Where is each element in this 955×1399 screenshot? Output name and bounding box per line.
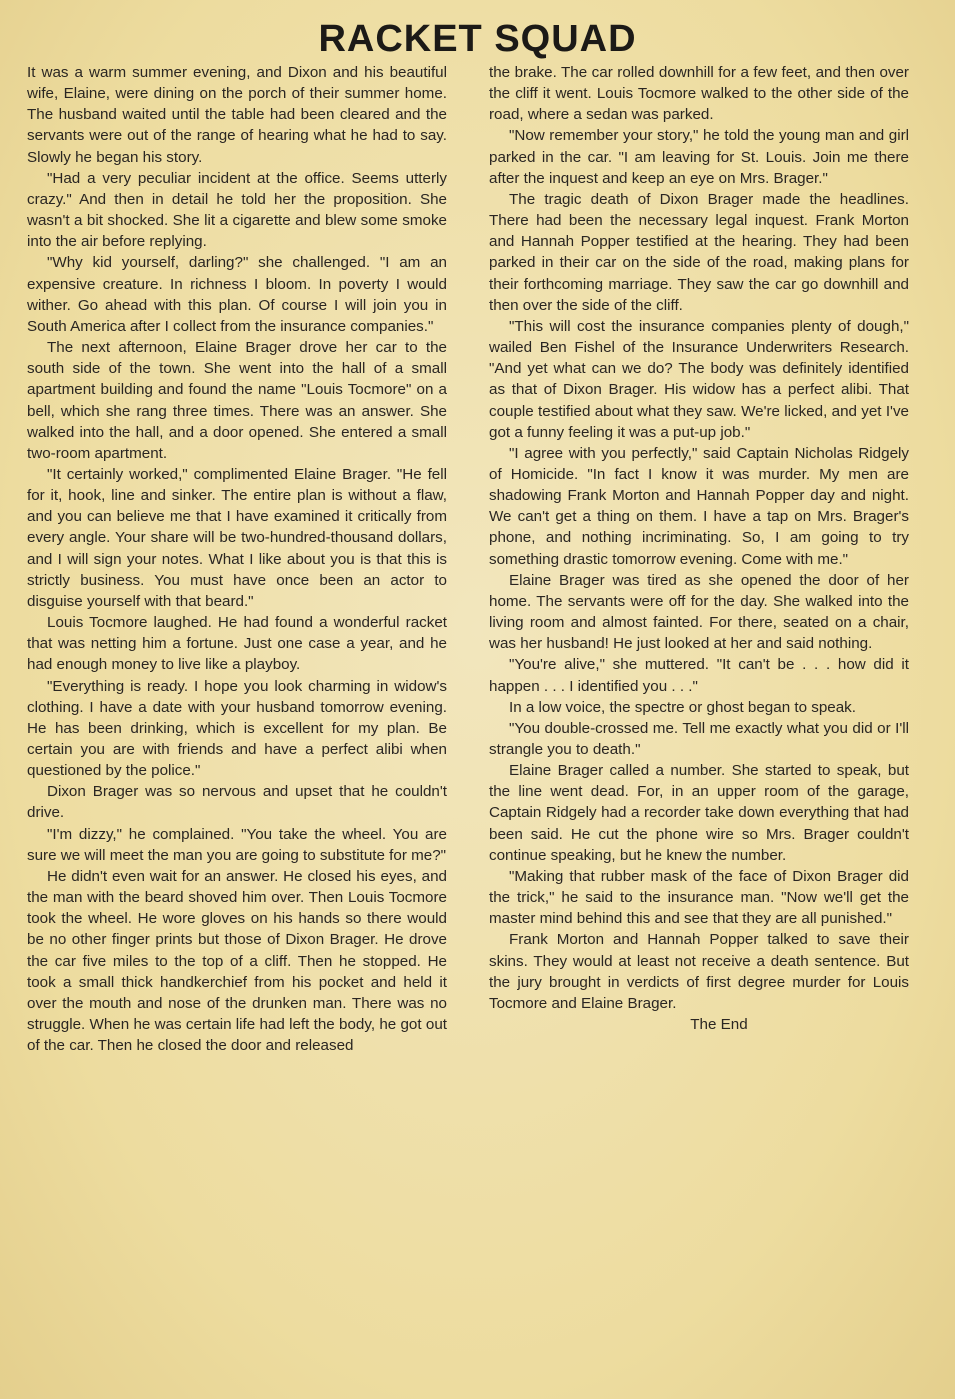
paragraph: "It certainly worked," complimented Elaine Brager. "He fell for it, hook, line and sinker. The entire plan is without a flaw, and you can believe me that I have examined it critically from every angle. Your share will be two-hundred-thousand dollars, and I will sign your notes. What I like about you is that this is strictly business. You must have once been an actor to disguise yourself with that beard." [27,465,447,610]
paragraph: It was a warm summer evening, and Dixon and his beautiful wife, Elaine, were dining on the porch of their summer home. The husband waited until the table had been cleared and the servants were out of the range of hearing what he had to say. Slowly he began his story. [27,64,447,166]
paragraph: He didn't even wait for an answer. He closed his eyes, and the man with the beard shoved him over. Then Louis Tocmore took the wheel. He wore gloves on his hands so there would be no other finger prints but those of Dixon Brager. He drove the car five miles to the top of a cliff. Then he stopped. He took a small thick handkerchief from his pocket and held it over the mouth and nose of the drunken man. There was no struggle. When he was certain life had left the body, he got out of the car. Then he closed the door and released [27,867,447,1055]
paragraph: "Why kid yourself, darling?" she challenged. "I am an expensive creature. In richness I bloom. In poverty I would wither. Go ahead with this plan. Of course I will join you in South America after I collect from the insurance companies." [27,254,447,335]
paragraph: "You double-crossed me. Tell me exactly what you did or I'll strangle you to death." [489,719,909,758]
paragraph: Louis Tocmore laughed. He had found a wonderful racket that was netting him a fortune. Just one case a year, and he had enough money to live like a playboy. [27,614,447,674]
paragraph: "Making that rubber mask of the face of Dixon Brager did the trick," he said to the insurance man. "Now we'll get the master mind behind this and see that they are all punished." [489,867,909,928]
paragraph: "Had a very peculiar incident at the office. Seems utterly crazy." And then in detail he told her the proposition. She wasn't a bit shocked. She lit a cigarette and blew some smoke into the air before replying. [27,169,447,251]
the-end: The End [690,1016,748,1034]
paragraph: Frank Morton and Hannah Popper talked to save their skins. They would at least not receive a death sentence. But the jury brought in verdicts of first degree murder for Louis Tocmore and Elaine Brager. [489,931,909,1012]
left-column [27,62,447,1056]
paragraph: Elaine Brager was tired as she opened the door of her home. The servants were off for the day. She walked into the living room and almost fainted. For there, seated on a chair, was her husband! He just looked at her and said nothing. [489,571,909,653]
paragraph: "I'm dizzy," he complained. "You take the wheel. You are sure we will meet the man you are going to substitute for me?" [27,825,447,864]
paragraph: In a low voice, the spectre or ghost began to speak. [509,698,856,716]
page-title: RACKET SQUAD [318,18,637,60]
paragraph: "Now remember your story," he told the young man and girl parked in the car. "I am leaving for St. Louis. Join me there after the inquest and keep an eye on Mrs. Brager." [489,127,909,187]
paragraph: Dixon Brager was so nervous and upset that he couldn't drive. [27,783,447,822]
right-column [489,62,909,1035]
paragraph: the brake. The car rolled downhill for a few feet, and then over the cliff it went. Louis Tocmore walked to the other side of the road, where a sedan was parked. [489,64,909,124]
paragraph: Elaine Brager called a number. She started to speak, but the line went dead. For, in an upper room of the garage, Captain Ridgely had a recorder take down everything that had been said. He cut the phone wire so Mrs. Brager couldn't continue speaking, but he knew the number. [489,762,909,864]
paragraph: "You're alive," she muttered. "It can't be . . . how did it happen . . . I identified you . . ." [489,656,909,695]
paragraph: The tragic death of Dixon Brager made the headlines. There had been the necessary legal inquest. Frank Morton and Hannah Popper testified at the hearing. They had been parked in their car on the side of the road, making plans for their forthcoming marriage. They saw the car go downhill and then over the side of the cliff. [489,190,909,314]
paragraph: "This will cost the insurance companies plenty of dough," wailed Ben Fishel of the Insurance Underwriters Research. "And yet what can we do? The body was definitely identified as that of Dixon Brager. His widow has a perfect alibi. That couple testified about what they saw. We're licked, and yet I've got a funny feeling it was a put-up job." [489,317,909,441]
paragraph: The next afternoon, Elaine Brager drove her car to the south side of the town. She went into the hall of a small apartment building and found the name "Louis Tocmore" on a bell, which she rang three times. There was an answer. She walked into the hall, and a door opened. She entered a small two-room apartment. [27,339,447,462]
paragraph: "Everything is ready. I hope you look charming in widow's clothing. I have a date with your husband tomorrow evening. He has been drinking, which is excellent for my plan. Be certain you are with friends and have a perfect alibi when questioned by the police." [27,677,447,780]
paragraph: "I agree with you perfectly," said Captain Nicholas Ridgely of Homicide. "In fact I know it was murder. My men are shadowing Frank Morton and Hannah Popper day and night. We can't get a thing on them. I have a tap on Mrs. Brager's phone, and nothing incriminating. So, I am going to try something drastic tomorrow evening. Come with me." [489,444,909,568]
